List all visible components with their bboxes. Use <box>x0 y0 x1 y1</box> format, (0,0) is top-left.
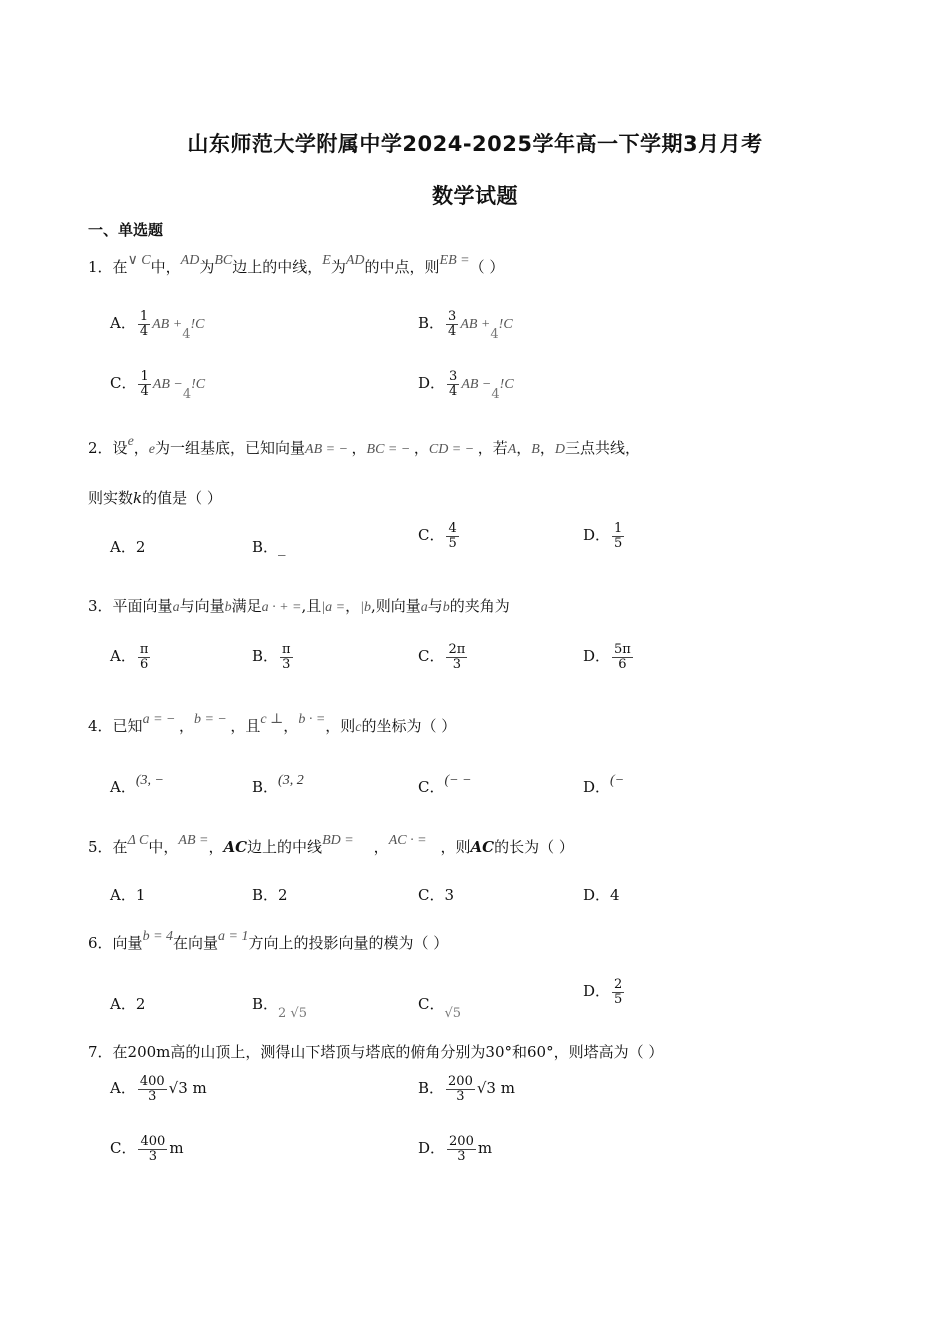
fraction: $\frac{\pi}{6}$ <box>139 642 149 672</box>
q2-math: k <box>133 489 143 507</box>
q2-math: CD = − <box>428 442 478 457</box>
q4-text: ， <box>178 717 194 735</box>
q2-option-b <box>252 536 286 557</box>
q1-text: 的中点，则 <box>364 258 440 276</box>
option-value: (3, 2 <box>278 773 304 788</box>
option-label: A． <box>110 538 136 556</box>
q4-option-b <box>252 773 304 797</box>
option-label: D． <box>418 1139 446 1158</box>
option-label: D． <box>583 647 611 666</box>
q5-math: BD = <box>322 833 354 848</box>
q3-math: b <box>442 600 450 615</box>
q5-math: Δ C <box>127 833 149 848</box>
q2-text: 设 <box>112 439 128 457</box>
q2-text: ， <box>413 439 429 457</box>
q5-math: AC · = <box>388 833 427 848</box>
question-6 <box>88 929 449 953</box>
q5-math: AB = <box>178 833 209 848</box>
q3-option-c <box>418 643 469 671</box>
option-unit: √3 m <box>168 1079 207 1098</box>
q5-text: ， <box>208 838 224 856</box>
option-label: C． <box>418 778 445 796</box>
q4-text: ， <box>283 717 299 735</box>
q1-math: ∨ C <box>127 253 151 268</box>
option-label: C． <box>418 886 445 904</box>
q4-text: ，则 <box>325 717 356 735</box>
option-label: B． <box>252 886 279 904</box>
fraction: $\frac{5\pi}{6}$ <box>614 642 631 672</box>
q3-text: 满足 <box>231 597 262 615</box>
q3-option-d <box>583 643 635 671</box>
fraction: $\frac{200}{3}$ <box>448 1074 473 1104</box>
fraction: $\frac{1}{4}$ <box>139 309 149 339</box>
q1-text: 边上的中线， <box>232 258 323 276</box>
question-1 <box>88 253 505 277</box>
q5-text: 边上的中线 <box>247 838 323 856</box>
q2-option-a <box>110 536 145 557</box>
option-value: √5 <box>444 1006 462 1021</box>
option-label: C． <box>418 647 445 666</box>
page-subtitle: 数学试题 <box>432 184 518 208</box>
q3-text: 的夹角为 <box>449 597 510 615</box>
q1-text: 为 <box>199 258 215 276</box>
q3-math: b <box>224 600 232 615</box>
option-label: D． <box>583 526 611 545</box>
section-heading: 一、单选题 <box>88 221 164 239</box>
q1-math: AD <box>180 253 200 268</box>
q6-text: 向量 <box>112 934 143 952</box>
q2-text: ， <box>539 439 555 457</box>
q4-math: b = − <box>193 712 231 727</box>
option-label: D． <box>583 886 611 904</box>
q3-number: 3． <box>88 597 113 615</box>
q2-math: A <box>507 442 517 457</box>
q5-option-d <box>583 884 620 905</box>
q7-number: 7． <box>88 1043 113 1061</box>
q3-math: |b <box>360 600 371 615</box>
option-unit: m <box>169 1139 184 1158</box>
option-math: AB + <box>152 317 183 333</box>
page-title: 山东师范大学附属中学2024-2025学年高一下学期3月月考 <box>187 132 763 156</box>
q2-text: ，若 <box>477 439 508 457</box>
option-unit: m <box>477 1139 493 1158</box>
q6-text: 在向量 <box>173 934 219 952</box>
fraction: $\frac{2\pi}{3}$ <box>448 642 466 672</box>
option-value: 2 <box>135 995 146 1013</box>
q5-number: 5． <box>88 838 113 856</box>
option-label: A． <box>110 314 136 333</box>
q4-option-d <box>583 773 625 797</box>
option-label: D． <box>583 982 611 1001</box>
q3-math: a · + = <box>261 600 302 615</box>
q2-number: 2． <box>88 439 113 457</box>
q3-math: a <box>420 600 428 615</box>
q4-math: c ⊥ <box>260 712 284 727</box>
option-label: A． <box>110 647 136 666</box>
q1-option-d: D． $\frac{3}{4}$ AB −4!C <box>418 369 514 403</box>
option-value: 2 <box>278 886 288 904</box>
option-label: C． <box>110 374 137 393</box>
q4-text: 已知 <box>112 717 143 735</box>
question-2-line-2 <box>88 487 222 508</box>
q3-text: ， <box>345 597 361 615</box>
option-label: B． <box>418 1079 445 1098</box>
q4-math: b · = <box>298 712 326 727</box>
q4-number: 4． <box>88 717 113 735</box>
fraction: $\frac{3}{4}$ <box>449 369 458 399</box>
q1-math: AD <box>345 253 365 268</box>
question-4 <box>88 712 457 736</box>
q5-option-c <box>418 884 454 905</box>
q1-text: （ ） <box>469 258 505 276</box>
q6-option-a <box>110 993 145 1014</box>
q5-text: 的长为（ ） <box>494 838 574 856</box>
q6-option-b <box>252 993 307 1021</box>
q2-text: 的值是（ ） <box>142 489 222 507</box>
q2-text: 为一组基底，已知向量 <box>155 439 306 457</box>
question-2 <box>88 434 641 458</box>
q2-math: e <box>127 434 134 449</box>
q2-option-c <box>418 522 461 550</box>
option-label: B． <box>252 538 279 556</box>
q2-math: AB = − <box>305 442 352 457</box>
q4-math: a = − <box>142 712 179 727</box>
q6-number: 6． <box>88 934 113 952</box>
q1-math: EB = <box>439 253 470 268</box>
option-unit: √3 m <box>476 1079 515 1098</box>
q1-math: BC <box>214 253 233 268</box>
q1-text: 中， <box>150 258 181 276</box>
q6-math: a = 1 <box>218 929 249 944</box>
q2-math: B <box>531 442 540 457</box>
q3-text: ,且 <box>301 597 322 615</box>
option-label: A． <box>110 995 136 1013</box>
option-label: D． <box>418 374 446 393</box>
q3-text: 平面向量 <box>112 597 173 615</box>
question-3 <box>88 595 510 616</box>
q2-option-d <box>583 522 626 550</box>
q2-text: ， <box>351 439 367 457</box>
q5-math: AC <box>223 838 248 856</box>
fraction: $\frac{1}{4}$ <box>140 369 149 399</box>
q6-text: 方向上的投影向量的模为（ ） <box>248 934 449 952</box>
option-math: AB − <box>461 377 492 393</box>
fraction: $\frac{3}{4}$ <box>448 309 457 339</box>
fraction: $\frac{1}{5}$ <box>614 521 623 551</box>
q3-math: |a = <box>321 600 346 615</box>
q3-option-b <box>252 643 295 671</box>
q5-text: ，则 <box>440 838 471 856</box>
fraction: $\frac{2}{5}$ <box>614 977 623 1007</box>
q2-math: D <box>554 442 565 457</box>
option-value: 3 <box>444 886 455 904</box>
q1-math: E <box>322 253 331 268</box>
option-value: (− <box>610 773 625 788</box>
option-label: A． <box>110 1079 136 1098</box>
option-value: 2 <box>135 538 146 556</box>
q4-option-a <box>110 773 164 797</box>
option-math: AB − <box>152 377 183 393</box>
q6-option-c <box>418 993 462 1021</box>
option-value: 4 <box>610 886 620 904</box>
option-label: A． <box>110 886 136 904</box>
option-label: B． <box>252 778 279 796</box>
fraction: $\frac{200}{3}$ <box>449 1134 474 1164</box>
q4-math: c <box>355 720 362 735</box>
q4-text: 的坐标为（ ） <box>361 717 457 735</box>
fraction: $\frac{400}{3}$ <box>139 1074 165 1104</box>
q4-option-c <box>418 773 472 797</box>
q7-option-d <box>418 1135 492 1163</box>
q5-text: ， <box>373 838 389 856</box>
option-math: AB + <box>460 317 491 333</box>
option-label: B． <box>252 647 279 666</box>
q3-math: a <box>172 600 180 615</box>
fraction: $\frac{400}{3}$ <box>140 1134 166 1164</box>
q4-text: ，且 <box>230 717 261 735</box>
option-label: D． <box>583 778 611 796</box>
option-label: B． <box>418 314 445 333</box>
option-value: (3, − <box>135 773 164 788</box>
option-label: C． <box>110 1139 137 1158</box>
q2-text: 则实数 <box>88 489 134 507</box>
q2-text: ， <box>516 439 532 457</box>
fraction: $\frac{\pi}{3}$ <box>282 642 291 672</box>
q7-option-a <box>110 1075 207 1103</box>
q2-math: e <box>148 442 156 457</box>
q1-option-a: A． $\frac{1}{4}$ AB +4!C <box>110 309 205 343</box>
option-value: (− − <box>444 773 472 788</box>
q6-math: b = 4 <box>142 929 174 944</box>
option-label: C． <box>418 526 445 545</box>
option-value: 1 <box>135 886 146 904</box>
q7-option-c <box>110 1135 184 1163</box>
q2-math: BC = − <box>366 442 414 457</box>
option-value: _ <box>278 538 286 556</box>
q1-text: 为 <box>330 258 346 276</box>
q7-text: 在200m高的山顶上，测得山下塔顶与塔底的俯角分别为30°和60°，则塔高为（ ） <box>112 1043 664 1061</box>
q6-option-d <box>583 978 626 1006</box>
q5-text: 中， <box>148 838 179 856</box>
option-value: 2 √5 <box>278 1006 307 1021</box>
q1-option-b: B． $\frac{3}{4}$ AB +4!C <box>418 309 513 343</box>
q2-text: 三点共线， <box>565 439 641 457</box>
q3-text: 与向量 <box>179 597 225 615</box>
option-label: B． <box>252 995 279 1013</box>
q1-text: 在 <box>112 258 128 276</box>
option-label: C． <box>418 995 445 1013</box>
q7-option-b <box>418 1075 515 1103</box>
q3-text: ,则向量 <box>370 597 421 615</box>
q5-text: 在 <box>112 838 128 856</box>
q5-math: AC <box>470 838 495 856</box>
q1-option-c: C． $\frac{1}{4}$ AB −4!C <box>110 369 206 403</box>
q1-number: 1． <box>88 258 113 276</box>
q5-option-b <box>252 884 288 905</box>
q5-option-a <box>110 884 145 905</box>
fraction: $\frac{4}{5}$ <box>448 521 457 551</box>
q3-text: 与 <box>427 597 443 615</box>
question-7 <box>88 1041 663 1062</box>
question-5 <box>88 833 574 857</box>
q2-text: ， <box>133 439 149 457</box>
q3-option-a <box>110 643 152 671</box>
option-label: A． <box>110 778 136 796</box>
